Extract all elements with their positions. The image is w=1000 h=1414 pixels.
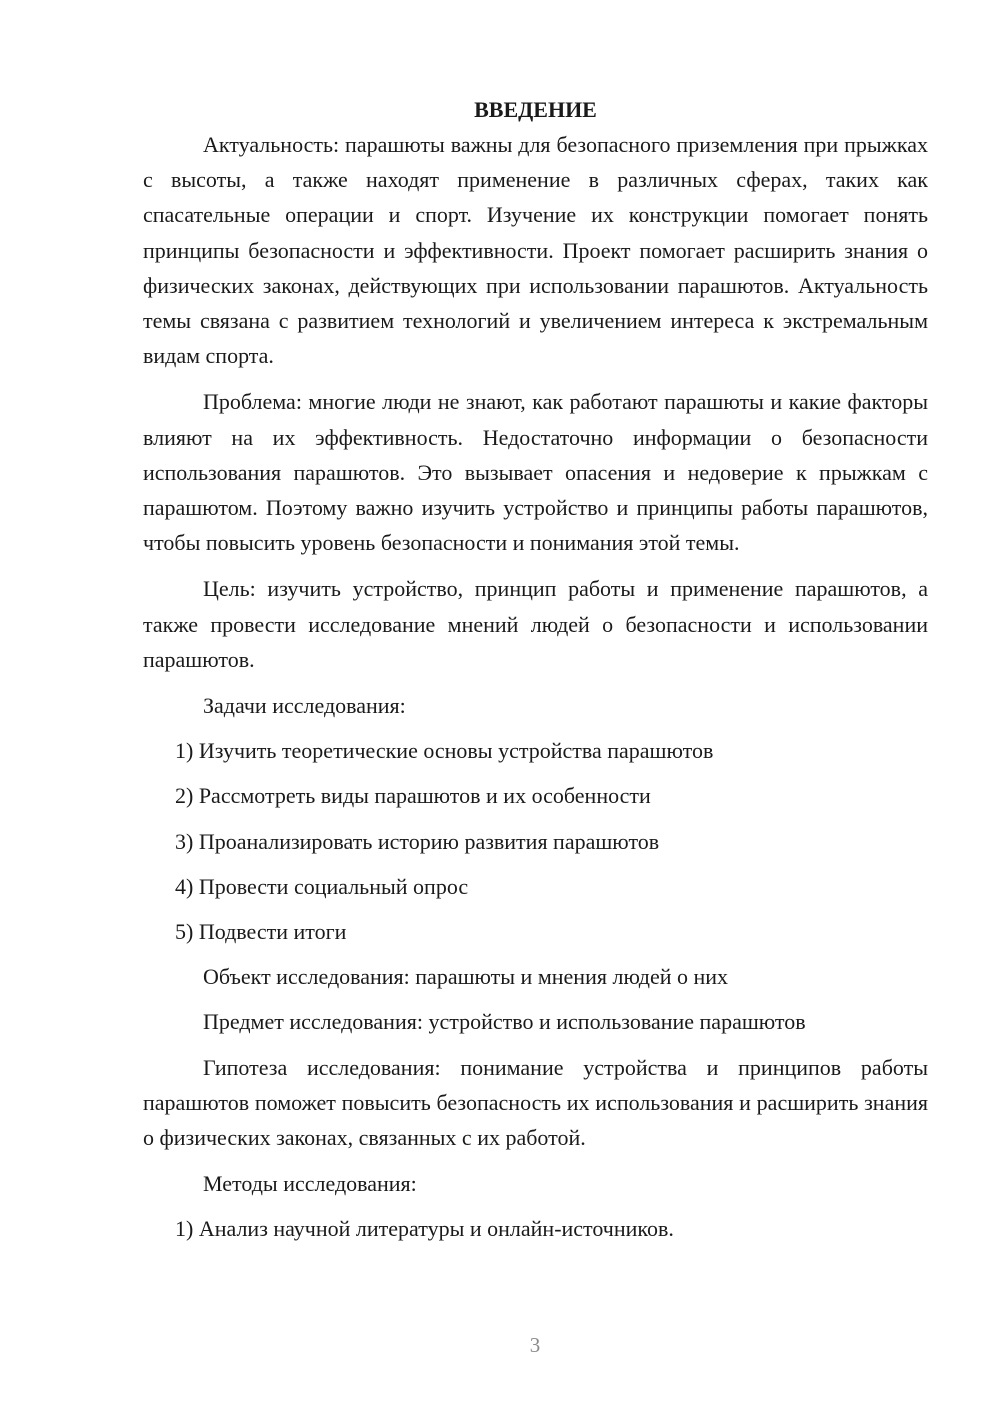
task-item-5: 5) Подвести итоги xyxy=(175,919,347,945)
task-item-1: 1) Изучить теоретические основы устройства парашютов xyxy=(175,738,714,764)
relevance-paragraph: Актуальность: парашюты важны для безопасного приземления при прыжках с высоты, а также находят применение в различных сферах, таких как спасательные операции и спорт. Изучение их конструкции помогает понять принципы безопасности и эффективности. Проект помогает расширить знания о физических законах, действующих при использовании парашютов. Актуальность темы связана с развитием технологий и увеличением интереса к экстремальным видам спорта. xyxy=(143,132,928,369)
task-item-4: 4) Провести социальный опрос xyxy=(175,873,469,899)
task-item-2: 2) Рассмотреть виды парашютов и их особенности xyxy=(175,783,651,809)
task-item-3: 3) Проанализировать историю развития парашютов xyxy=(175,828,660,854)
document-page xyxy=(143,92,928,1257)
section-heading: ВВЕДЕНИЕ xyxy=(474,97,597,122)
methods-title: Методы исследования: xyxy=(203,1171,417,1197)
hypothesis-paragraph: Гипотеза исследования: понимание устройства и принципов работы парашютов поможет повысить безопасность их использования и расширить знания о физических законах, связанных с их работой. xyxy=(143,1054,928,1151)
object-line: Объект исследования: парашюты и мнения людей о них xyxy=(203,964,729,990)
tasks-title: Задачи исследования: xyxy=(203,693,406,719)
method-item-1: 1) Анализ научной литературы и онлайн-источников. xyxy=(175,1216,674,1242)
goal-paragraph: Цель: изучить устройство, принцип работы и применение парашютов, а также провести исследование мнений людей о безопасности и использовании парашютов. xyxy=(143,576,928,672)
problem-paragraph: Проблема: многие люди не знают, как работают парашюты и какие факторы влияют на их эффективность. Недостаточно информации о безопасности использования парашютов. Это вызывает опасения и недоверие к прыжкам с парашютом. Поэтому важно изучить устройство и принципы работы парашютов, чтобы повысить уровень безопасности и понимания этой темы. xyxy=(143,389,928,556)
subject-line: Предмет исследования: устройство и использование парашютов xyxy=(203,1009,806,1035)
page-number: 3 xyxy=(529,1333,541,1357)
